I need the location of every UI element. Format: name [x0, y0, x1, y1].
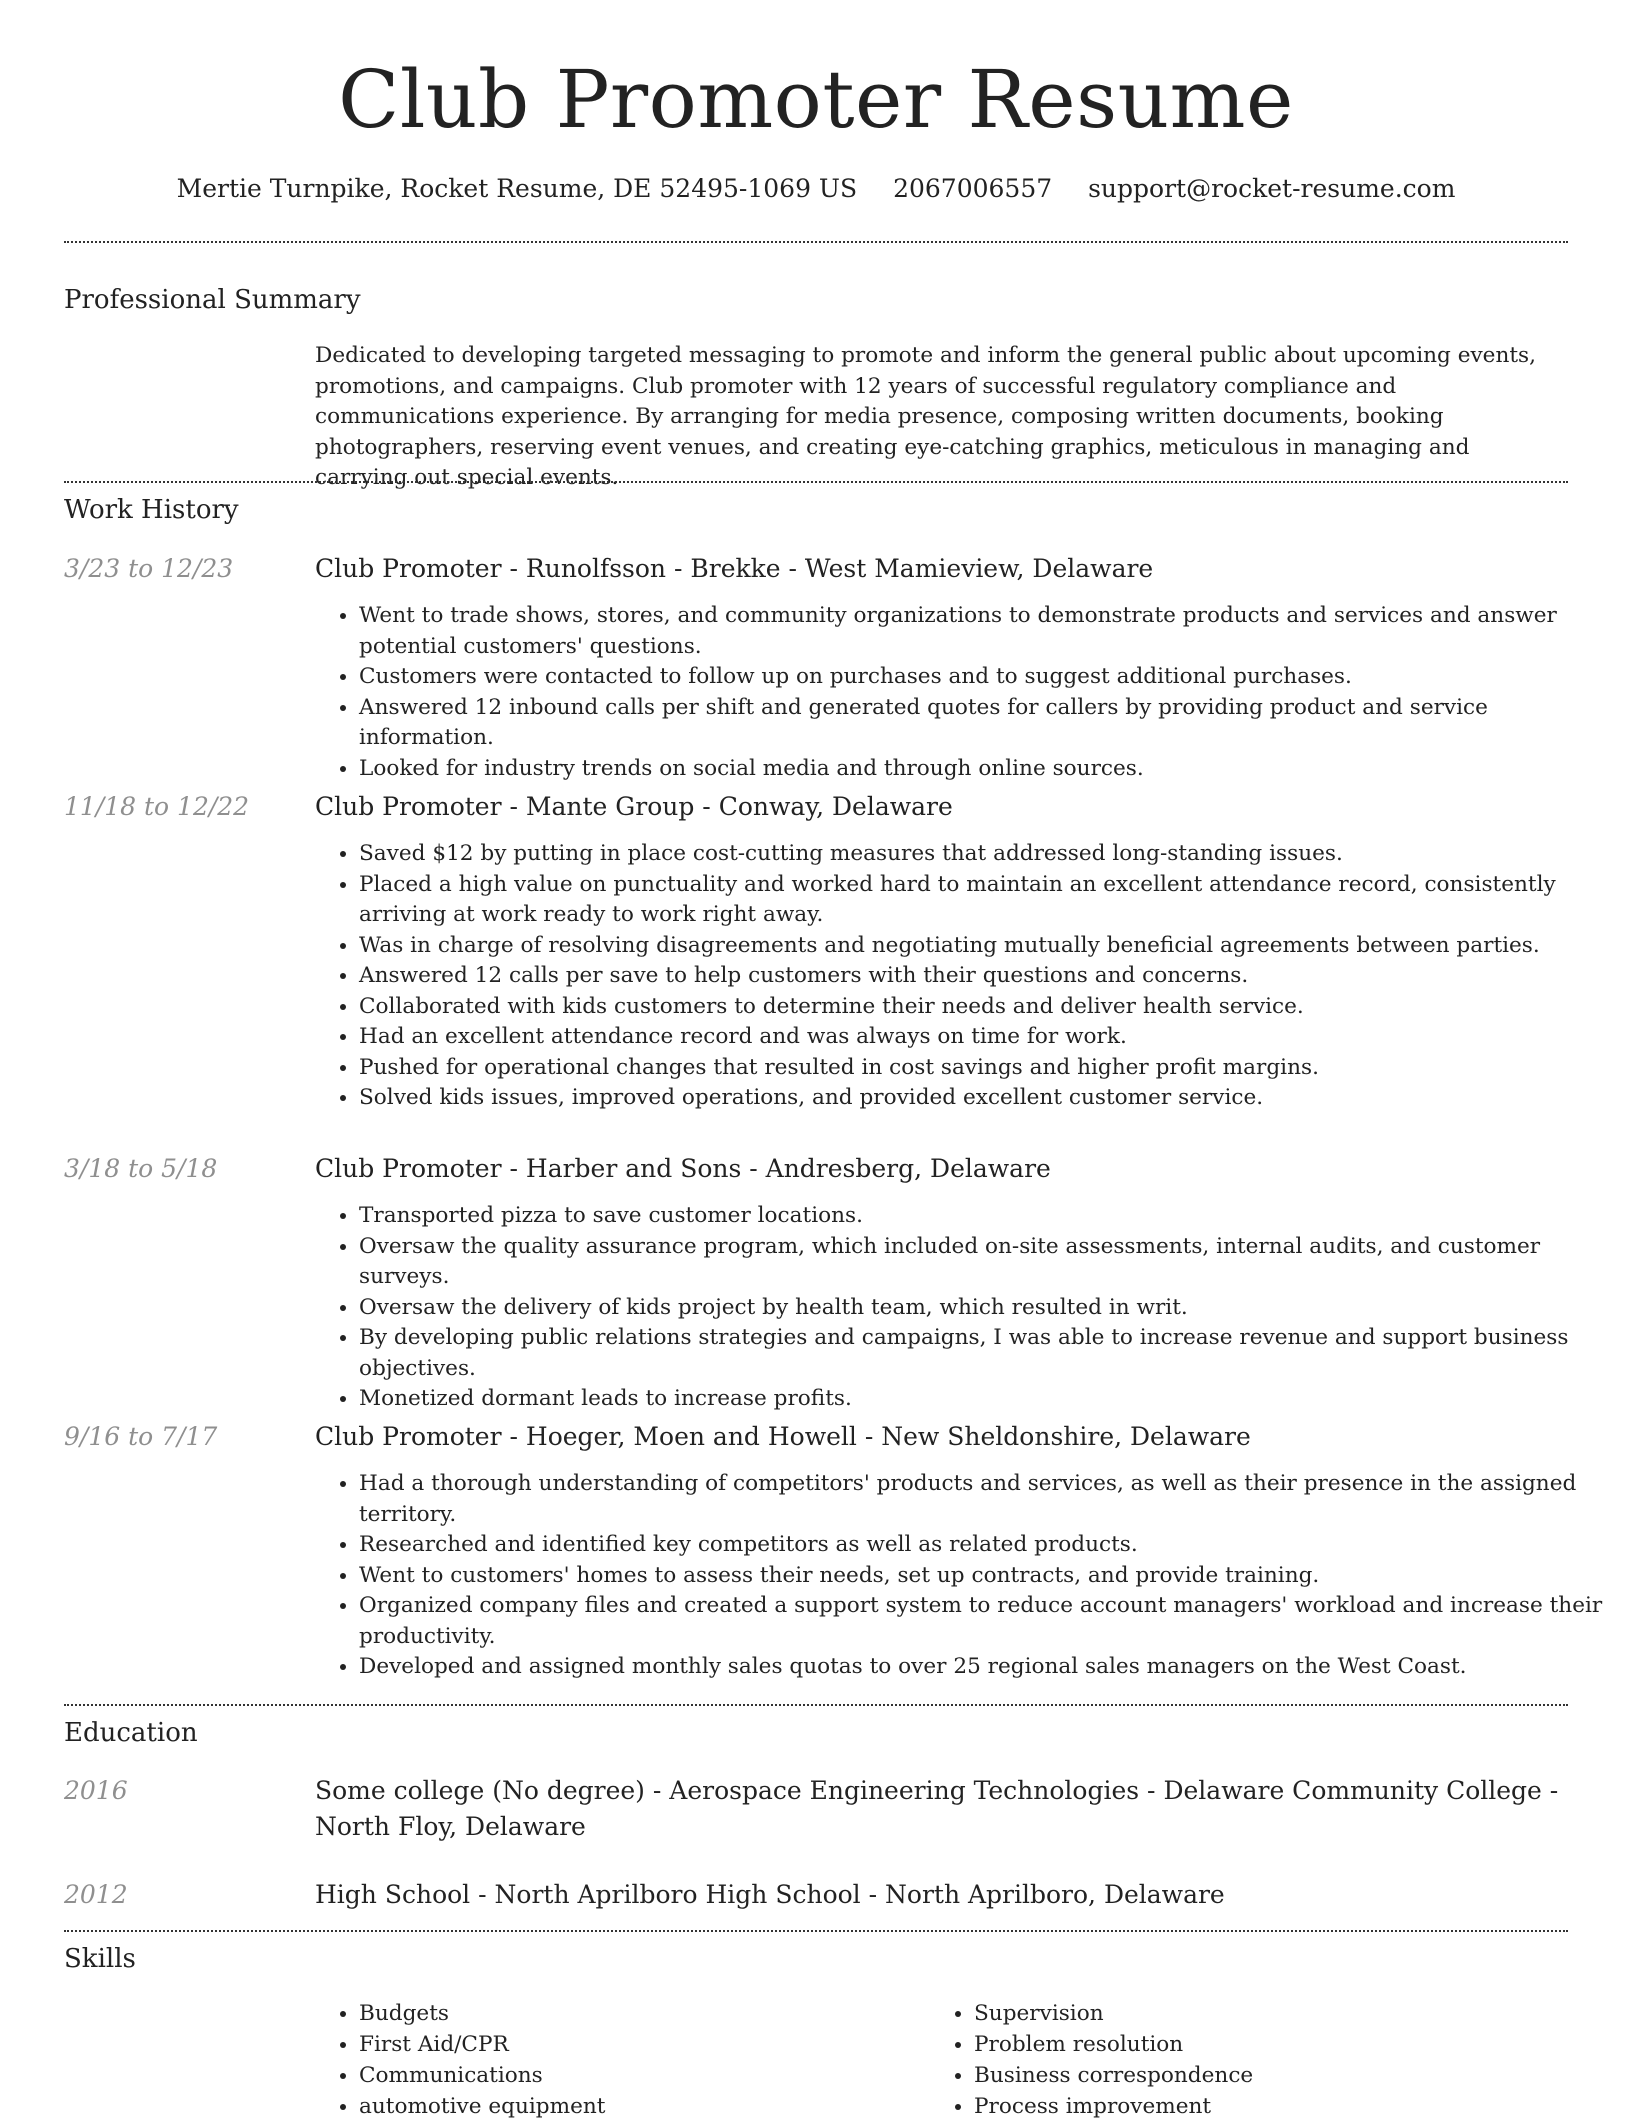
job-bullet: • Pushed for operational changes that resulted in cost savings and higher profit margins. — [359, 1053, 1612, 1084]
job-dates: 3/23 to 12/23 — [64, 554, 234, 583]
job-bullet: • Researched and identified key competitors as well as related products. — [359, 1530, 1612, 1561]
education-details — [315, 1773, 1568, 1845]
job-bullet: • Had an excellent attendance record and was always on time for work. — [359, 1022, 1612, 1053]
skill-item: • Business correspondence — [974, 2060, 1253, 2091]
education-heading: Education — [64, 1718, 198, 1748]
skills-list-right — [930, 1998, 1253, 2122]
divider — [64, 481, 1568, 483]
job-title: Club Promoter - Runolfsson - Brekke - West Mamieview, Delaware — [315, 554, 1154, 583]
job-dates: 11/18 to 12/22 — [64, 792, 250, 821]
job-bullet: • Oversaw the quality assurance program, which included on-site assessments, internal audits, and customer surveys. — [359, 1232, 1612, 1293]
page-title: Club Promoter Resume — [338, 53, 1294, 146]
education-year: 2016 — [64, 1776, 128, 1805]
divider — [64, 1930, 1568, 1932]
job-dates: 3/18 to 5/18 — [64, 1154, 218, 1183]
skill-item: • Communications — [359, 2060, 605, 2091]
contact-phone: 2067006557 — [893, 174, 1053, 203]
job-bullets — [315, 1201, 1612, 1415]
divider — [64, 1704, 1568, 1706]
job-bullet: • Was in charge of resolving disagreements and negotiating mutually beneficial agreements between parties. — [359, 931, 1612, 962]
education-school: - Delaware Community College - North Floy, Delaware — [315, 1776, 1559, 1841]
job-title: Club Promoter - Hoeger, Moen and Howell - New Sheldonshire, Delaware — [315, 1422, 1251, 1451]
job-bullet: • Transported pizza to save customer locations. — [359, 1201, 1612, 1232]
divider — [64, 241, 1568, 243]
job-bullet: • Collaborated with kids customers to determine their needs and deliver health service. — [359, 992, 1612, 1023]
job-bullet: • Answered 12 calls per save to help customers with their questions and concerns. — [359, 961, 1612, 992]
job-bullets — [315, 1469, 1612, 1683]
education-degree: Some college (No degree) - Aerospace Engineering Technologies — [315, 1776, 1140, 1805]
job-bullet: • Placed a high value on punctuality and worked hard to maintain an excellent attendance record, consistently arriving at work ready to work right away. — [359, 870, 1612, 931]
work-history-heading: Work History — [64, 495, 239, 525]
skill-item: • Process improvement — [974, 2091, 1253, 2122]
contact-line — [0, 173, 1632, 205]
education-details — [315, 1877, 1568, 1913]
job-dates: 9/16 to 7/17 — [64, 1422, 218, 1451]
skills-heading: Skills — [64, 1944, 136, 1974]
contact-address: Mertie Turnpike, Rocket Resume, DE 52495-1069 US — [176, 174, 858, 203]
education-degree: High School — [315, 1880, 471, 1909]
education-school: - North Aprilboro High School - North Aprilboro, Delaware — [470, 1880, 1225, 1909]
summary-text: Dedicated to developing targeted messaging to promote and inform the general public about upcoming events, promotions, and campaigns. Club promoter with 12 years of successful regulatory compliance and communications experience. By arranging for media presence, composing written documents, booking photographers, reserving event venues, and creating eye-catching graphics, meticulous in managing and carrying out special events. — [315, 343, 1536, 490]
job-bullets — [315, 839, 1612, 1114]
job-bullet: • Went to trade shows, stores, and community organizations to demonstrate products and services and answer potential customers' questions. — [359, 601, 1612, 662]
job-bullet: • Oversaw the delivery of kids project by health team, which resulted in writ. — [359, 1293, 1612, 1324]
job-bullets — [315, 601, 1612, 784]
job-bullet: • Organized company files and created a support system to reduce account managers' workload and increase their productivity. — [359, 1591, 1612, 1652]
summary-heading: Professional Summary — [64, 285, 361, 315]
job-title: Club Promoter - Harber and Sons - Andresberg, Delaware — [315, 1154, 1051, 1183]
skill-item: • Problem resolution — [974, 2029, 1253, 2060]
job-bullet: • Looked for industry trends on social media and through online sources. — [359, 754, 1612, 785]
education-year: 2012 — [64, 1880, 128, 1909]
job-bullet: • Developed and assigned monthly sales quotas to over 25 regional sales managers on the West Coast. — [359, 1652, 1612, 1683]
skills-list-left — [315, 1998, 605, 2122]
job-bullet: • Answered 12 inbound calls per shift and generated quotes for callers by providing product and service information. — [359, 693, 1612, 754]
job-bullet: • Had a thorough understanding of competitors' products and services, as well as their presence in the assigned territory. — [359, 1469, 1612, 1530]
contact-email: support@rocket-resume.com — [1088, 174, 1456, 203]
skill-item: • Budgets — [359, 1998, 605, 2029]
skill-item: • automotive equipment — [359, 2091, 605, 2122]
job-bullet: • Solved kids issues, improved operations, and provided excellent customer service. — [359, 1083, 1612, 1114]
job-bullet: • Went to customers' homes to assess their needs, set up contracts, and provide training. — [359, 1561, 1612, 1592]
job-title: Club Promoter - Mante Group - Conway, Delaware — [315, 792, 953, 821]
skill-item: • Supervision — [974, 1998, 1253, 2029]
job-bullet: • By developing public relations strategies and campaigns, I was able to increase revenue and support business objectives. — [359, 1323, 1612, 1384]
skill-item: • First Aid/CPR — [359, 2029, 605, 2060]
job-bullet: • Saved $12 by putting in place cost-cutting measures that addressed long-standing issues. — [359, 839, 1612, 870]
job-bullet: • Monetized dormant leads to increase profits. — [359, 1384, 1612, 1415]
job-bullet: • Customers were contacted to follow up on purchases and to suggest additional purchases. — [359, 662, 1612, 693]
